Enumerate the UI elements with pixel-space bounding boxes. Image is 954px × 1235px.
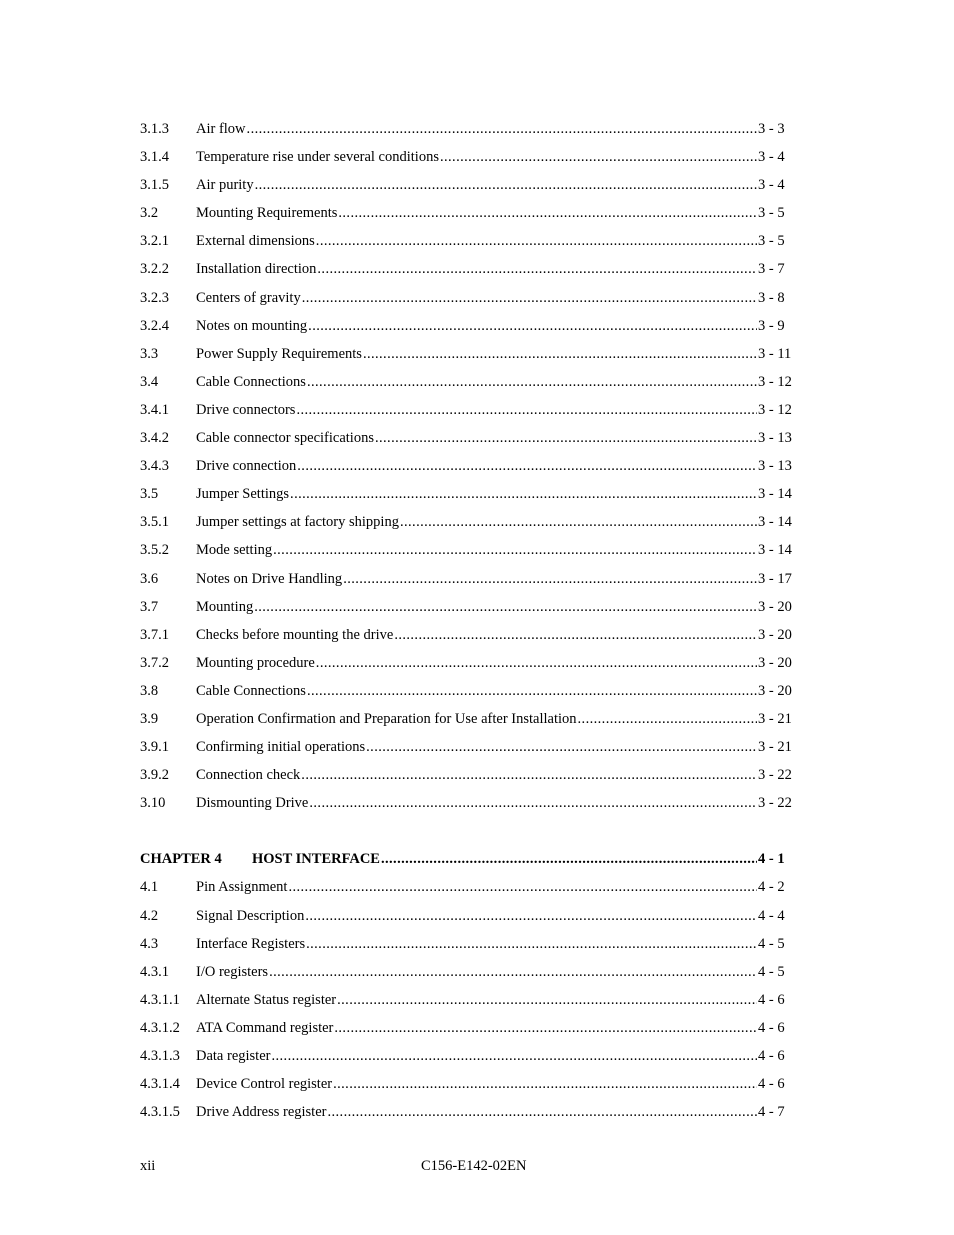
toc-entry-title: Cable Connections — [196, 373, 306, 390]
toc-entry-title: Drive Address register — [196, 1104, 327, 1121]
toc-dot-leader — [254, 594, 757, 620]
toc-entry-number: 4.3.1.1 — [140, 991, 180, 1008]
toc-entry[interactable] — [140, 425, 796, 453]
toc-dot-leader — [316, 650, 757, 676]
table-of-contents — [140, 116, 796, 1127]
toc-dot-leader — [305, 903, 757, 929]
toc-entry-title: Mounting procedure — [196, 654, 315, 671]
footer-page-number: xii — [140, 1158, 156, 1174]
toc-entry-page: 4 - 6 — [758, 1076, 785, 1093]
toc-entry-number: 3.2 — [140, 205, 159, 222]
toc-dot-leader — [307, 369, 757, 395]
toc-entry-page: 3 - 22 — [758, 767, 792, 784]
toc-entry[interactable] — [140, 397, 796, 425]
toc-entry-title: Mode setting — [196, 542, 273, 559]
toc-dot-leader — [309, 790, 757, 816]
toc-entry-number: 3.1.5 — [140, 177, 169, 194]
toc-entry-page: 4 - 6 — [758, 1048, 785, 1064]
toc-entry-page: 3 - 12 — [758, 373, 792, 390]
toc-entry-title: Mounting — [196, 598, 254, 615]
toc-entry-number: CHAPTER 4 — [140, 851, 222, 868]
toc-entry[interactable] — [140, 874, 796, 902]
toc-dot-leader — [271, 1043, 757, 1069]
toc-entry-number: 3.9 — [140, 710, 159, 727]
toc-entry-number: 3.1.4 — [140, 149, 169, 166]
toc-entry[interactable] — [140, 734, 796, 762]
toc-entry[interactable] — [140, 1071, 796, 1099]
toc-entry[interactable] — [140, 790, 796, 818]
toc-entry-page: 3 - 20 — [758, 598, 792, 615]
toc-entry-title: ATA Command register — [196, 1019, 334, 1036]
toc-entry-number: 3.7.2 — [140, 654, 169, 671]
toc-entry-page: 3 - 20 — [758, 654, 792, 671]
toc-entry-page: 3 - 21 — [758, 710, 792, 727]
toc-entry-page: 3 - 12 — [758, 401, 792, 418]
toc-entry-number: 4.3.1.2 — [140, 1019, 180, 1036]
toc-entry[interactable] — [140, 369, 796, 397]
toc-entry[interactable] — [140, 706, 796, 734]
toc-entry-page: 3 - 4 — [758, 177, 785, 194]
toc-entry-number: 4.3 — [140, 935, 159, 952]
toc-dot-leader — [317, 256, 757, 282]
toc-dot-leader — [375, 425, 757, 451]
toc-entry[interactable] — [140, 172, 796, 200]
toc-chapter-heading[interactable] — [140, 846, 796, 874]
toc-entry-page: 3 - 13 — [758, 458, 792, 475]
toc-entry[interactable] — [140, 678, 796, 706]
toc-entry-number: 3.2.1 — [140, 233, 169, 250]
toc-entry-title: Air flow — [196, 121, 246, 137]
toc-entry-number: 3.5.2 — [140, 542, 169, 559]
toc-entry-title: Checks before mounting the drive — [196, 626, 394, 643]
toc-entry-title: Confirming initial operations — [196, 739, 366, 756]
toc-entry[interactable] — [140, 481, 796, 509]
toc-entry-number: 3.4.1 — [140, 401, 169, 418]
toc-entry[interactable] — [140, 1015, 796, 1043]
toc-entry-title: Operation Confirmation and Preparation for Use after Installation — [196, 710, 577, 727]
toc-entry-number: 4.3.1.3 — [140, 1048, 180, 1064]
toc-entry-title: Data register — [196, 1048, 271, 1064]
toc-entry-page: 3 - 11 — [758, 345, 792, 362]
toc-entry-page: 3 - 20 — [758, 626, 792, 643]
toc-entry-page: 4 - 1 — [758, 851, 785, 868]
toc-entry-title: Mounting Requirements — [196, 205, 338, 222]
toc-dot-leader — [288, 874, 757, 900]
toc-entry-page: 3 - 8 — [758, 289, 785, 306]
toc-entry-title: I/O registers — [196, 963, 269, 980]
toc-entry-page: 3 - 21 — [758, 739, 792, 756]
toc-entry[interactable] — [140, 200, 796, 228]
toc-entry-number: 4.3.1.4 — [140, 1076, 180, 1093]
toc-entry[interactable] — [140, 144, 796, 172]
toc-entry[interactable] — [140, 1099, 796, 1127]
toc-entry-number: 3.4.3 — [140, 458, 169, 475]
toc-entry-title: Cable connector specifications — [196, 430, 374, 447]
toc-entry-title: Power Supply Requirements — [196, 345, 362, 362]
toc-entry-page: 3 - 20 — [758, 682, 792, 699]
toc-dot-leader — [578, 706, 757, 732]
toc-entry[interactable] — [140, 622, 796, 650]
toc-entry-page: 3 - 22 — [758, 795, 792, 812]
toc-entry-number: 3.3 — [140, 345, 159, 362]
toc-entry-number: 3.9.1 — [140, 739, 169, 756]
toc-entry-page: 3 - 14 — [758, 514, 792, 531]
toc-dot-leader — [316, 228, 757, 254]
toc-entry[interactable] — [140, 537, 796, 565]
toc-entry-title: Air purity — [196, 177, 254, 194]
toc-entry-title: Installation direction — [196, 261, 317, 278]
toc-dot-leader — [247, 116, 757, 142]
toc-dot-leader — [337, 987, 757, 1013]
toc-dot-leader — [290, 481, 757, 507]
toc-entry-title: HOST INTERFACE — [252, 851, 380, 868]
toc-entry[interactable] — [140, 594, 796, 622]
toc-entry-page: 4 - 6 — [758, 991, 785, 1008]
toc-entry-number: 3.5.1 — [140, 514, 169, 531]
toc-dot-leader — [440, 144, 757, 170]
toc-entry-title: Centers of gravity — [196, 289, 301, 306]
toc-entry[interactable] — [140, 762, 796, 790]
toc-entry-title: Cable Connections — [196, 682, 306, 699]
toc-entry-title: Connection check — [196, 767, 301, 784]
toc-entry-number: 3.7 — [140, 598, 159, 615]
toc-entry[interactable] — [140, 453, 796, 481]
toc-entry-page: 4 - 4 — [758, 907, 785, 924]
toc-entry-page: 3 - 4 — [758, 149, 785, 166]
toc-entry-title: Jumper settings at factory shipping — [196, 514, 399, 531]
toc-entry[interactable] — [140, 116, 796, 144]
page-footer — [140, 1158, 796, 1180]
toc-entry[interactable] — [140, 959, 796, 987]
toc-entry-number: 3.6 — [140, 570, 159, 587]
toc-entry-page: 3 - 14 — [758, 486, 792, 503]
toc-entry-title: Jumper Settings — [196, 486, 290, 503]
toc-dot-leader — [338, 200, 757, 226]
toc-dot-leader — [327, 1099, 757, 1125]
toc-entry-page: 3 - 3 — [758, 121, 785, 137]
toc-entry-page: 3 - 5 — [758, 205, 785, 222]
toc-entry[interactable] — [140, 509, 796, 537]
toc-entry-title: Notes on mounting — [196, 317, 308, 334]
toc-entry[interactable] — [140, 256, 796, 284]
toc-entry[interactable] — [140, 1043, 796, 1071]
toc-entry-title: Temperature rise under several conditions — [196, 149, 439, 166]
toc-entry-number: 4.2 — [140, 907, 159, 924]
toc-dot-leader — [334, 1015, 757, 1041]
toc-dot-leader — [296, 397, 757, 423]
toc-entry-title: External dimensions — [196, 233, 315, 250]
toc-entry-page: 3 - 9 — [758, 317, 785, 334]
toc-entry-number: 4.3.1 — [140, 963, 169, 980]
toc-entry-title: Pin Assignment — [196, 879, 288, 896]
toc-entry[interactable] — [140, 903, 796, 931]
toc-entry-page: 3 - 5 — [758, 233, 785, 250]
toc-dot-leader — [269, 959, 757, 985]
toc-dot-leader — [400, 509, 757, 535]
toc-entry-number: 3.2.2 — [140, 261, 169, 278]
toc-entry-number: 4.1 — [140, 879, 159, 896]
toc-dot-leader — [306, 931, 757, 957]
toc-dot-leader — [343, 566, 757, 592]
toc-entry-title: Signal Description — [196, 907, 305, 924]
toc-entry-title: Interface Registers — [196, 935, 306, 952]
toc-dot-leader — [363, 341, 757, 367]
toc-entry-title: Drive connectors — [196, 401, 296, 418]
toc-entry[interactable] — [140, 650, 796, 678]
toc-entry-title: Dismounting Drive — [196, 795, 309, 812]
toc-dot-leader — [307, 678, 757, 704]
toc-entry-number: 3.2.4 — [140, 317, 169, 334]
toc-entry[interactable] — [140, 566, 796, 594]
toc-dot-leader — [302, 285, 757, 311]
toc-entry-title: Device Control register — [196, 1076, 333, 1093]
toc-entry-number: 3.10 — [140, 795, 166, 812]
toc-entry-number: 3.8 — [140, 682, 159, 699]
toc-dot-leader — [301, 762, 757, 788]
toc-entry-number: 3.1.3 — [140, 121, 169, 137]
toc-entry-number: 3.4.2 — [140, 430, 169, 447]
toc-entry-number: 3.7.1 — [140, 626, 169, 643]
toc-entry-number: 3.9.2 — [140, 767, 169, 784]
toc-entry-page: 3 - 17 — [758, 570, 792, 587]
toc-entry-title: Alternate Status register — [196, 991, 337, 1008]
toc-entry[interactable] — [140, 987, 796, 1015]
toc-entry[interactable] — [140, 228, 796, 256]
toc-entry-page: 4 - 5 — [758, 963, 785, 980]
toc-entry-title: Notes on Drive Handling — [196, 570, 343, 587]
toc-entry-number: 4.3.1.5 — [140, 1104, 180, 1121]
toc-entry-number: 3.5 — [140, 486, 159, 503]
toc-entry[interactable] — [140, 285, 796, 313]
toc-entry-page: 4 - 7 — [758, 1104, 785, 1121]
toc-entry-page: 4 - 2 — [758, 879, 785, 896]
toc-entry-page: 3 - 14 — [758, 542, 792, 559]
toc-entry-page: 3 - 7 — [758, 261, 785, 278]
toc-entry-page: 4 - 6 — [758, 1019, 785, 1036]
toc-entry-number: 3.4 — [140, 373, 159, 390]
toc-dot-leader — [366, 734, 757, 760]
toc-dot-leader — [333, 1071, 757, 1097]
toc-entry-page: 4 - 5 — [758, 935, 785, 952]
toc-dot-leader — [255, 172, 757, 198]
toc-entry-title: Drive connection — [196, 458, 297, 475]
toc-entry-number: 3.2.3 — [140, 289, 169, 306]
toc-dot-leader — [308, 313, 757, 339]
toc-entry[interactable] — [140, 341, 796, 369]
toc-dot-leader — [297, 453, 757, 479]
toc-dot-leader — [273, 537, 757, 563]
toc-entry[interactable] — [140, 313, 796, 341]
footer-document-code: C156-E142-02EN — [421, 1158, 527, 1174]
toc-dot-leader — [381, 846, 757, 872]
toc-dot-leader — [394, 622, 757, 648]
toc-entry-page: 3 - 13 — [758, 430, 792, 447]
toc-entry[interactable] — [140, 931, 796, 959]
